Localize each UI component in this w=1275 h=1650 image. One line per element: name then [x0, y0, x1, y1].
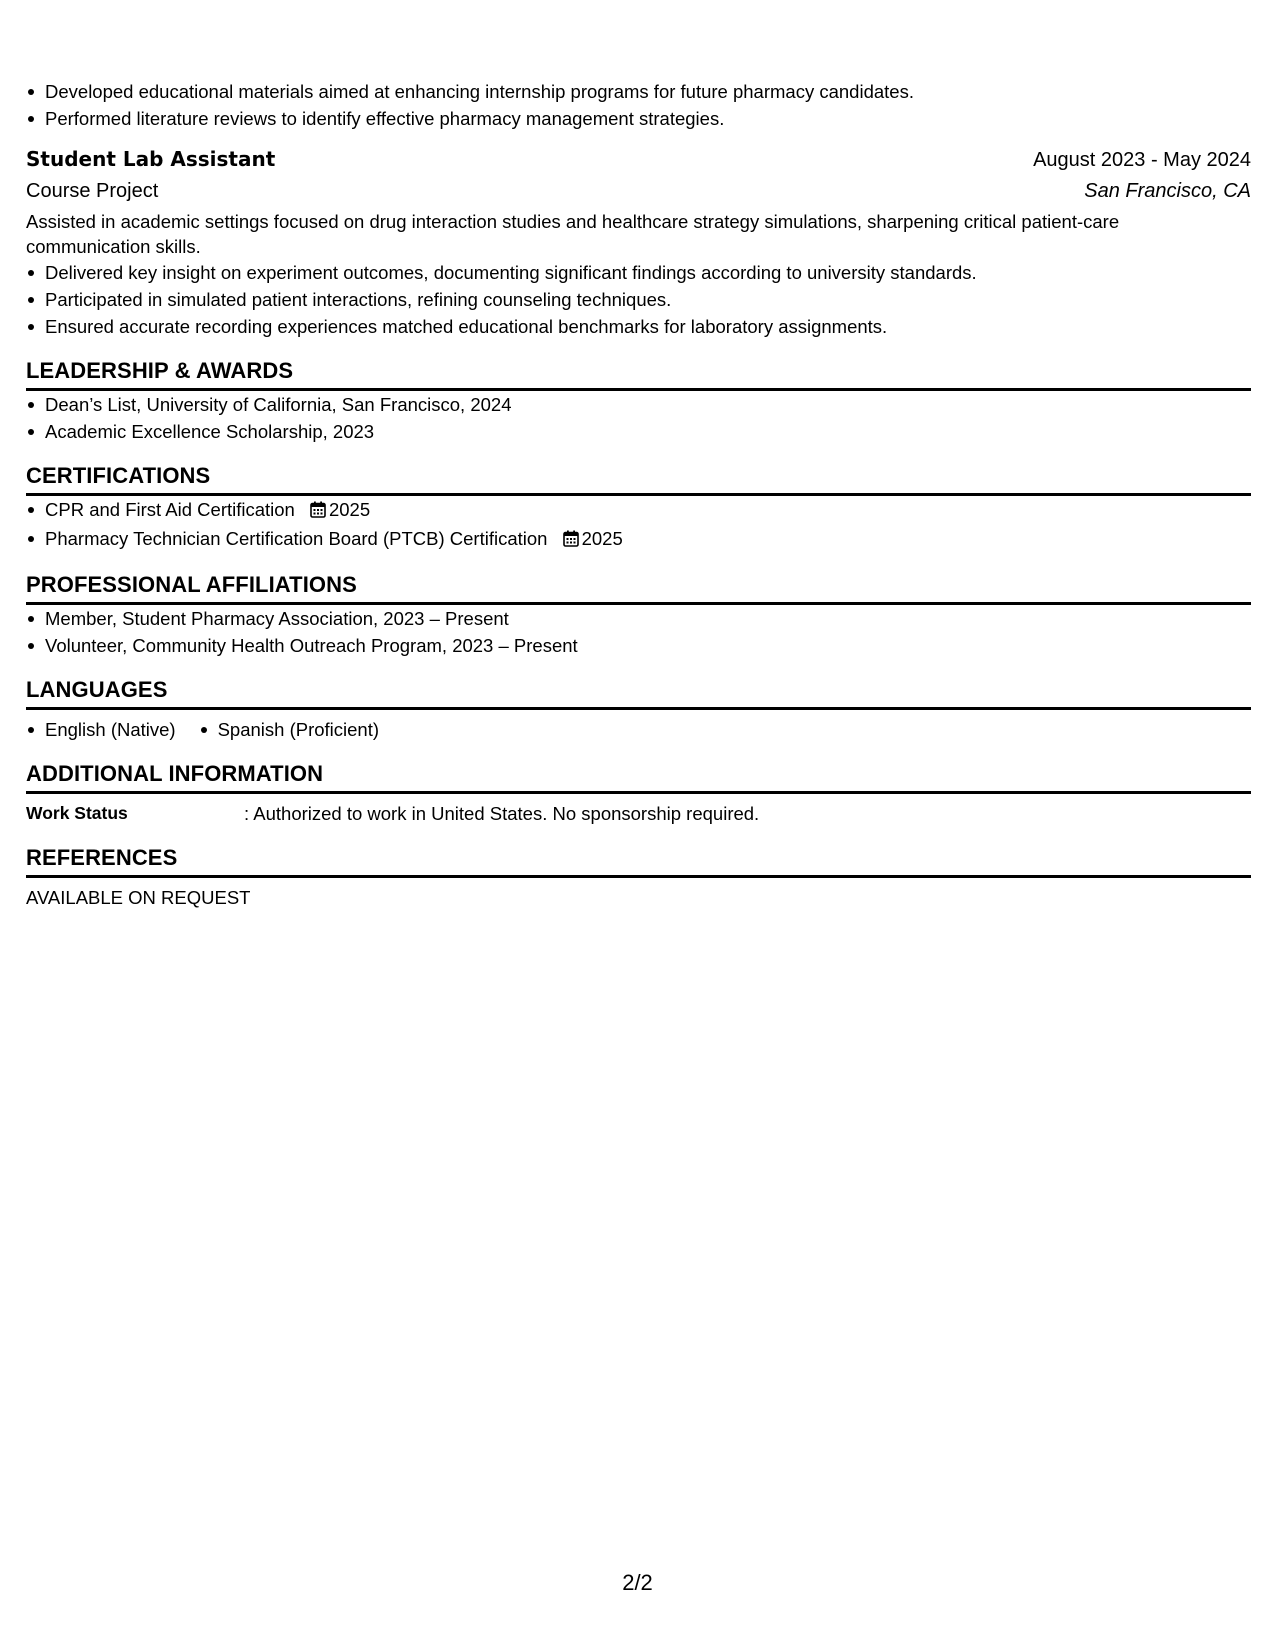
affiliations-list: [26, 605, 1251, 659]
section-title-affiliations: PROFESSIONAL AFFILIATIONS: [26, 572, 1251, 605]
resume-page: [26, 78, 1251, 911]
section-title-languages: LANGUAGES: [26, 677, 1251, 710]
language-item: Spanish (Proficient): [218, 716, 379, 743]
list-item: Ensured accurate recording experiences matched educational benchmarks for laboratory assignments.: [45, 313, 1251, 340]
calendar-icon: [310, 498, 326, 525]
job-dates: August 2023 - May 2024: [1033, 149, 1251, 171]
work-status-value: : Authorized to work in United States. No sponsorship required.: [244, 803, 760, 824]
list-item: Developed educational materials aimed at enhancing internship programs for future pharmacy candidates.: [45, 78, 1251, 105]
list-item: Performed literature reviews to identify effective pharmacy management strategies.: [45, 105, 1251, 132]
job-subheader: [26, 175, 1251, 207]
languages-list: [26, 716, 1251, 743]
section-title-certifications: CERTIFICATIONS: [26, 463, 1251, 496]
list-item: Participated in simulated patient interactions, refining counseling techniques.: [45, 286, 1251, 313]
certification-year: 2025: [328, 499, 371, 520]
list-item: Delivered key insight on experiment outcomes, documenting significant findings according to university standards.: [45, 259, 1251, 286]
job-title: Student Lab Assistant: [26, 147, 276, 171]
job-description: Assisted in academic settings focused on drug interaction studies and healthcare strategy simulations, sharpening critical patient-care communication skills.: [26, 211, 1120, 257]
language-item: English (Native): [45, 716, 176, 743]
section-title-references: REFERENCES: [26, 845, 1251, 878]
section-title-additional-info: ADDITIONAL INFORMATION: [26, 761, 1251, 794]
job-bullets: [26, 259, 1251, 340]
section-title-leadership: LEADERSHIP & AWARDS: [26, 358, 1251, 391]
list-item: Volunteer, Community Health Outreach Program, 2023 – Present: [45, 632, 1251, 659]
job-location: San Francisco, CA: [1084, 180, 1251, 202]
leadership-list: [26, 391, 1251, 445]
certification-name: Pharmacy Technician Certification Board (PTCB) Certification: [45, 528, 548, 549]
work-status-row: [26, 800, 1251, 827]
page-number: 2/2: [622, 1570, 653, 1595]
work-status-label: Work Status: [26, 803, 128, 823]
list-item: Member, Student Pharmacy Association, 2023 – Present: [45, 605, 1251, 632]
list-item: [45, 496, 1251, 525]
previous-job-bullets: [26, 78, 1251, 132]
certification-year: 2025: [581, 528, 623, 549]
certification-name: CPR and First Aid Certification: [45, 499, 295, 520]
list-item: Academic Excellence Scholarship, 2023: [45, 418, 1251, 445]
calendar-icon: [563, 527, 579, 554]
references-text: AVAILABLE ON REQUEST: [26, 887, 251, 908]
list-item: Dean’s List, University of California, San Francisco, 2024: [45, 391, 1251, 418]
certifications-list: [26, 496, 1251, 554]
list-item: [45, 525, 1251, 554]
job-header: [26, 144, 1251, 175]
job-organization: Course Project: [26, 180, 159, 202]
